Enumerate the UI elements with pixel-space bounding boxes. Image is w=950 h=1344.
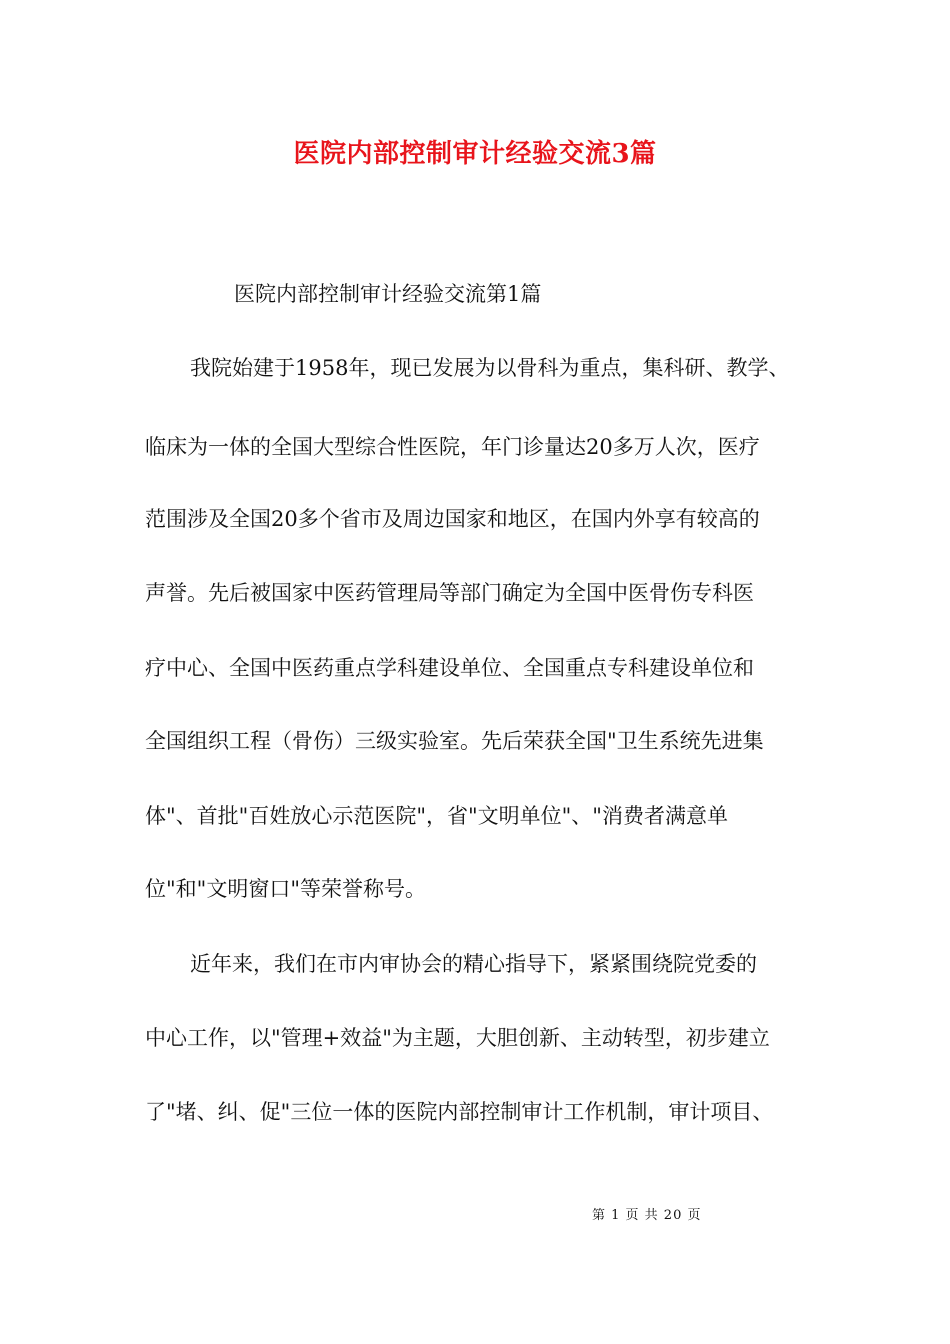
paragraph-line: 临床为一体的全国大型综合性医院，年门诊量达20多万人次，医疗 <box>145 435 760 459</box>
paragraph-line: 体"、首批"百姓放心示范医院"，省"文明单位"、"消费者满意单 <box>145 804 728 828</box>
page-number: 第 1 页 共 20 页 <box>592 1208 702 1223</box>
paragraph-line: 疗中心、全国中医药重点学科建设单位、全国重点专科建设单位和 <box>145 656 754 680</box>
paragraph-line: 中心工作，以"管理+效益"为主题，大胆创新、主动转型，初步建立 <box>145 1026 770 1050</box>
section-heading: 医院内部控制审计经验交流第1篇 <box>234 282 542 306</box>
paragraph-line: 近年来，我们在市内审协会的精心指导下，紧紧围绕院党委的 <box>190 952 757 976</box>
paragraph-line: 范围涉及全国20多个省市及周边国家和地区，在国内外享有较高的 <box>145 507 760 531</box>
paragraph-line: 我院始建于1958年，现已发展为以骨科为重点，集科研、教学、 <box>190 356 790 380</box>
paragraph-line: 声誉。先后被国家中医药管理局等部门确定为全国中医骨伤专科医 <box>145 581 754 605</box>
paragraph-line: 了"堵、纠、促"三位一体的医院内部控制审计工作机制，审计项目、 <box>145 1100 774 1124</box>
paragraph-line: 全国组织工程（骨伤）三级实验室。先后荣获全国"卫生系统先进集 <box>145 729 764 753</box>
paragraph-line: 位"和"文明窗口"等荣誉称号。 <box>145 877 426 901</box>
document-title: 医院内部控制审计经验交流3篇 <box>293 139 657 169</box>
